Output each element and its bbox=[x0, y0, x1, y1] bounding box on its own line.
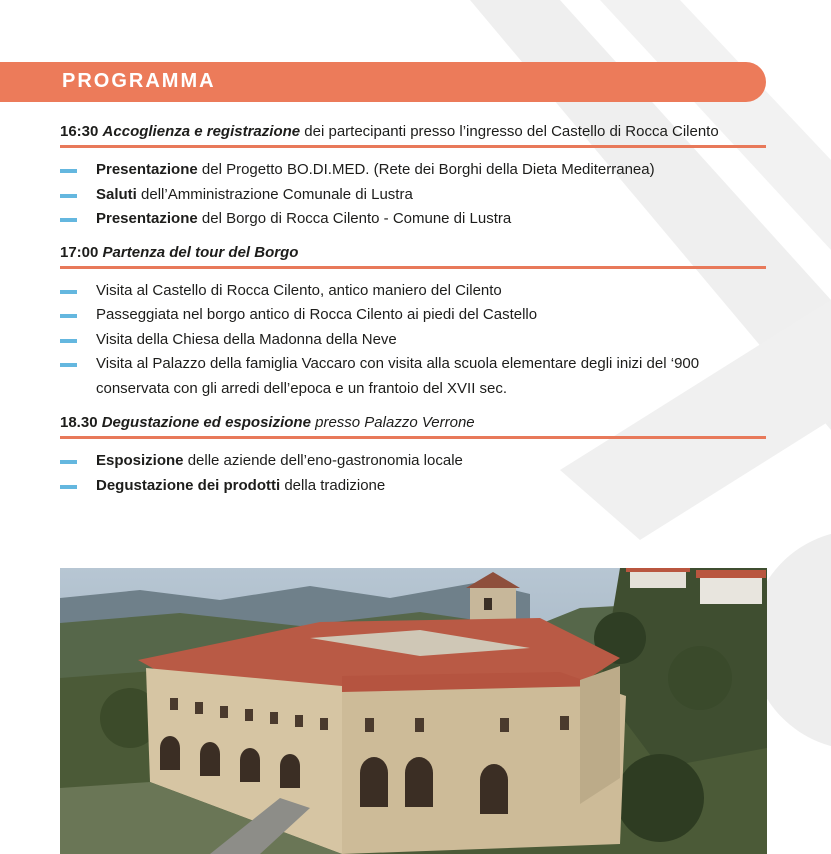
section-items bbox=[60, 279, 766, 402]
item-text: Passeggiata nel borgo antico di Rocca Cilento ai piedi del Castello bbox=[96, 306, 538, 323]
section-title: Accoglienza e registrazione bbox=[102, 123, 301, 140]
section-items bbox=[60, 158, 766, 232]
list-item bbox=[60, 328, 766, 353]
section-time: 18.30 bbox=[60, 414, 98, 431]
list-item bbox=[60, 279, 766, 304]
section-heading bbox=[60, 411, 766, 439]
item-text: delle aziende dell’eno-gastronomia locale bbox=[183, 452, 463, 469]
programma-banner bbox=[0, 62, 766, 102]
item-bold: Presentazione bbox=[96, 210, 198, 227]
section-time: 16:30 bbox=[60, 123, 99, 140]
castle-photo bbox=[60, 568, 767, 854]
list-item bbox=[60, 158, 766, 183]
page-title: PROGRAMMA bbox=[62, 70, 216, 92]
item-text: dell’Amministrazione Comunale di Lustra bbox=[136, 185, 413, 203]
item-text: Visita al Castello di Rocca Cilento, antico maniero del Cilento bbox=[96, 281, 502, 299]
program-content bbox=[60, 120, 766, 506]
item-bold: Degustazione dei prodotti bbox=[96, 476, 281, 494]
item-text: Visita al Palazzo della famiglia Vaccaro con visita alla scuola elementare degli inizi del ‘900 conservata con gli arredi dell’epoca e un frantoio del XVII sec. bbox=[96, 355, 700, 397]
section-title: Partenza del tour del Borgo bbox=[102, 243, 299, 261]
section-title: Degustazione ed esposizione bbox=[101, 414, 311, 431]
program-section-1630 bbox=[60, 120, 766, 232]
item-bold: Saluti bbox=[96, 185, 137, 203]
list-item bbox=[60, 207, 766, 232]
item-text: della tradizione bbox=[280, 476, 386, 494]
section-suffix: presso Palazzo Verrone bbox=[315, 414, 475, 431]
list-item bbox=[60, 303, 766, 328]
item-text: Visita della Chiesa della Madonna della Neve bbox=[96, 330, 397, 348]
section-items bbox=[60, 449, 766, 498]
list-item bbox=[60, 352, 766, 401]
section-heading bbox=[60, 120, 766, 148]
item-bold: Presentazione bbox=[96, 161, 198, 178]
list-item bbox=[60, 449, 766, 474]
program-section-1830 bbox=[60, 411, 766, 498]
list-item bbox=[60, 183, 766, 208]
program-section-1700 bbox=[60, 241, 766, 402]
item-text: del Borgo di Rocca Cilento - Comune di Lustra bbox=[197, 210, 512, 227]
section-heading bbox=[60, 241, 766, 269]
section-time: 17:00 bbox=[60, 243, 99, 261]
castle-illustration bbox=[60, 568, 767, 854]
item-text: del Progetto BO.DI.MED. (Rete dei Borghi della Dieta Mediterranea) bbox=[197, 161, 655, 178]
section-suffix: dei partecipanti presso l’ingresso del Castello di Rocca Cilento bbox=[304, 123, 719, 140]
item-bold: Esposizione bbox=[96, 452, 184, 469]
list-item bbox=[60, 474, 766, 499]
